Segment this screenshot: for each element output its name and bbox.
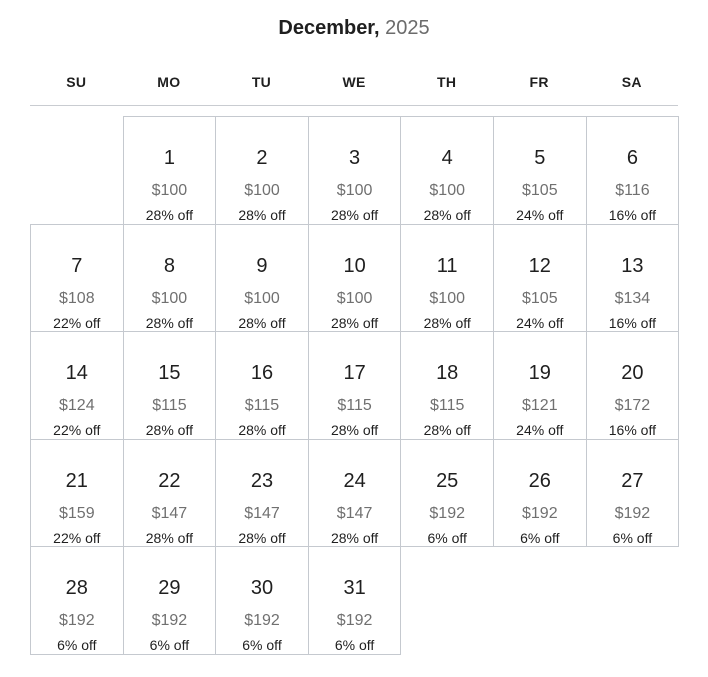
day-cell[interactable]: [30, 224, 124, 333]
day-number: 25: [436, 469, 459, 492]
day-discount: 28% off: [145, 314, 193, 331]
day-discount: 28% off: [330, 314, 379, 331]
day-number: 29: [158, 577, 181, 600]
day-price: $100: [244, 182, 280, 199]
weekday-wednesday: WE: [342, 74, 366, 90]
day-price: $134: [614, 289, 651, 307]
day-number: 7: [71, 254, 83, 277]
day-price: $192: [614, 504, 651, 522]
day-number: 16: [250, 362, 274, 385]
day-number: 12: [528, 254, 551, 277]
day-number: 9: [256, 254, 268, 277]
header-divider: [30, 105, 678, 106]
day-price: $147: [244, 504, 280, 522]
day-discount: 28% off: [238, 422, 286, 439]
day-cell[interactable]: [215, 331, 309, 440]
day-price: $100: [244, 289, 280, 307]
day-number: 4: [441, 147, 453, 169]
day-price: $147: [336, 504, 373, 522]
day-price: $100: [336, 182, 373, 199]
day-number: 20: [621, 362, 644, 385]
day-cell[interactable]: [400, 331, 494, 440]
day-number: 5: [534, 147, 546, 169]
day-price: $192: [59, 612, 95, 630]
day-price: $100: [151, 182, 188, 199]
day-cell[interactable]: [493, 331, 587, 440]
day-price: $116: [615, 182, 650, 199]
day-cell[interactable]: [308, 224, 402, 333]
day-price: $159: [59, 504, 95, 522]
day-number: 24: [343, 469, 366, 492]
day-discount: 24% off: [516, 314, 564, 331]
day-discount: 28% off: [238, 314, 286, 331]
day-cell[interactable]: [586, 439, 680, 548]
day-cell[interactable]: [400, 116, 494, 225]
day-discount: 28% off: [238, 529, 286, 546]
weekday-friday: FR: [529, 74, 549, 90]
day-discount: 24% off: [516, 422, 564, 439]
day-number: 10: [343, 254, 366, 277]
day-price: $147: [151, 504, 188, 522]
day-price: $172: [614, 397, 651, 415]
day-price: $105: [522, 289, 558, 307]
day-cell[interactable]: [30, 439, 124, 548]
day-cell[interactable]: [308, 439, 402, 548]
day-number: 30: [250, 577, 274, 600]
day-cell[interactable]: [123, 116, 217, 225]
day-number: 22: [158, 469, 181, 492]
month-name: December,: [278, 17, 380, 39]
day-discount: 22% off: [53, 529, 101, 546]
day-price: $105: [522, 182, 558, 199]
day-cell[interactable]: [400, 224, 494, 333]
day-cell[interactable]: [215, 439, 309, 548]
day-cell[interactable]: [308, 116, 402, 225]
day-discount: 6% off: [149, 637, 190, 654]
day-number: 13: [621, 254, 644, 277]
day-number: 26: [528, 469, 551, 492]
day-cell[interactable]: [123, 224, 217, 333]
day-number: 3: [349, 147, 361, 169]
day-discount: 28% off: [145, 529, 193, 546]
day-discount: 16% off: [608, 314, 656, 331]
day-discount: 28% off: [145, 422, 193, 439]
day-price: $192: [244, 612, 280, 630]
day-cell[interactable]: [308, 546, 402, 655]
weekday-thursday: TH: [436, 74, 457, 90]
day-price: $121: [522, 397, 558, 415]
day-number: 2: [256, 147, 268, 169]
day-number: 31: [343, 577, 366, 600]
day-cell[interactable]: [123, 331, 217, 440]
day-discount: 24% off: [516, 207, 564, 223]
day-discount: 6% off: [57, 637, 97, 654]
day-price: $115: [337, 397, 372, 415]
day-cell[interactable]: [493, 116, 587, 225]
day-cell[interactable]: [586, 331, 680, 440]
day-price: $192: [429, 504, 465, 522]
day-price: $115: [244, 397, 280, 415]
day-cell[interactable]: [493, 224, 587, 333]
day-discount: 16% off: [608, 207, 656, 223]
day-discount: 6% off: [334, 637, 375, 654]
day-discount: 28% off: [330, 207, 379, 223]
day-price: $100: [429, 289, 465, 307]
day-price: $115: [152, 397, 187, 415]
weekday-header-row: [30, 74, 678, 94]
day-number: 17: [343, 362, 366, 385]
day-discount: 28% off: [145, 207, 193, 223]
day-discount: 28% off: [423, 314, 471, 331]
day-discount: 6% off: [612, 529, 653, 546]
day-cell[interactable]: [586, 224, 680, 333]
day-price: $192: [336, 612, 373, 630]
day-cell[interactable]: [30, 546, 124, 655]
day-price: $192: [151, 612, 188, 630]
day-number: 23: [250, 469, 274, 492]
day-price: $192: [522, 504, 558, 522]
day-discount: 28% off: [423, 422, 471, 439]
day-discount: 28% off: [423, 207, 471, 223]
day-discount: 28% off: [238, 207, 286, 223]
day-grid: [30, 116, 679, 656]
weekday-saturday: SA: [621, 74, 642, 90]
year-label: 2025: [385, 17, 430, 39]
weekday-monday: MO: [157, 74, 181, 90]
day-number: 11: [436, 254, 458, 277]
day-cell[interactable]: [586, 116, 680, 225]
weekday-sunday: SU: [66, 74, 87, 90]
day-discount: 22% off: [53, 422, 101, 439]
day-cell[interactable]: [215, 224, 309, 333]
day-number: 21: [65, 469, 88, 492]
month-title: [0, 16, 708, 40]
day-discount: 6% off: [242, 637, 282, 654]
day-discount: 16% off: [608, 422, 656, 439]
day-number: 8: [163, 254, 175, 277]
day-discount: 28% off: [330, 422, 379, 439]
day-number: 27: [621, 469, 644, 492]
day-discount: 22% off: [53, 314, 101, 331]
day-number: 18: [436, 362, 459, 385]
day-cell[interactable]: [123, 546, 217, 655]
day-number: 28: [65, 577, 88, 600]
day-discount: 28% off: [330, 529, 379, 546]
day-number: 1: [163, 147, 175, 169]
day-number: 6: [626, 147, 638, 169]
day-number: 19: [528, 362, 551, 385]
day-price: $124: [59, 397, 95, 415]
day-discount: 6% off: [520, 529, 560, 546]
day-number: 14: [65, 362, 88, 385]
day-cell[interactable]: [123, 439, 217, 548]
day-price: $100: [336, 289, 373, 307]
day-cell[interactable]: [215, 546, 309, 655]
day-price: $100: [429, 182, 465, 199]
day-price: $115: [429, 397, 465, 415]
day-cell[interactable]: [493, 439, 587, 548]
day-price: $100: [151, 289, 188, 307]
day-discount: 6% off: [427, 529, 467, 546]
day-cell[interactable]: [215, 116, 309, 225]
day-cell[interactable]: [400, 439, 494, 548]
day-cell[interactable]: [30, 331, 124, 440]
weekday-tuesday: TU: [251, 74, 272, 90]
day-cell[interactable]: [308, 331, 402, 440]
day-price: $108: [59, 289, 95, 307]
day-number: 15: [158, 362, 181, 385]
